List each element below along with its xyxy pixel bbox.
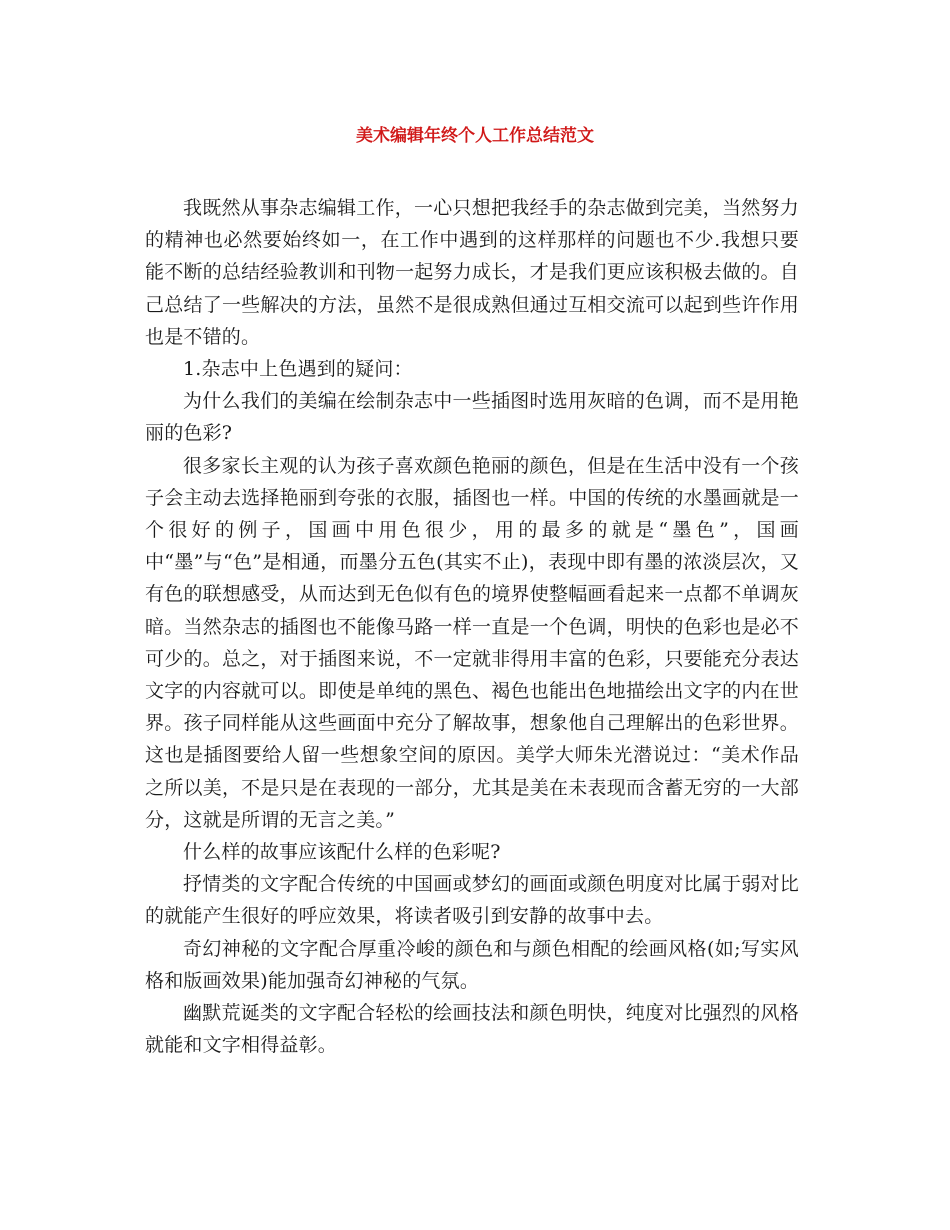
paragraph-fantasy: 奇幻神秘的文字配合厚重冷峻的颜色和与颜色相配的绘画风格(如;写实风格和版画效果)能加强奇幻神秘的气氛。 xyxy=(145,937,799,992)
document-body xyxy=(145,192,799,1061)
paragraph-humor: 幽默荒诞类的文字配合轻松的绘画技法和颜色明快，纯度对比强烈的风格就能和文字相得益彰。 xyxy=(145,1002,799,1057)
page-title: 美术编辑年终个人工作总结范文 xyxy=(356,126,594,146)
paragraph-section-heading: 1.杂志中上色遇到的疑问： xyxy=(183,358,413,381)
paragraph-intro: 我既然从事杂志编辑工作，一心只想把我经手的杂志做到完美，当然努力的精神也必然要始终如一，在工作中遇到的这样那样的问题也不少.我想只要能不断的总结经验教训和刊物一起努力成长，才是我们更应该积极去做的。自己总结了一些解决的方法，虽然不是很成熟但通过互相交流可以起到些许作用也是不错的。 xyxy=(145,197,799,348)
paragraph-question-1: 为什么我们的美编在绘制杂志中一些插图时选用灰暗的色调，而不是用艳丽的色彩? xyxy=(145,390,799,445)
paragraph-lyrical: 抒情类的文字配合传统的中国画或梦幻的画面或颜色明度对比属于弱对比的就能产生很好的呼应效果，将读者吸引到安静的故事中去。 xyxy=(145,873,799,928)
paragraph-answer-1: 很多家长主观的认为孩子喜欢颜色艳丽的颜色，但是在生活中没有一个孩子会主动去选择艳丽到夸张的衣服，插图也一样。中国的传统的水墨画就是一个很好的例子，国画中用色很少，用的最多的就是“墨色”，国画中“墨”与“色”是相通，而墨分五色(其实不止)，表现中即有墨的浓淡层次，又有色的联想感受，从而达到无色似有色的境界使整幅画看起来一点都不单调灰暗。当然杂志的插图也不能像马路一样一直是一个色调，明快的色彩也是必不可少的。总之，对于插图来说，不一定就非得用丰富的色彩，只要能充分表达文字的内容就可以。即使是单纯的黑色、褐色也能出色地描绘出文字的内在世界。孩子同样能从这些画面中充分了解故事，想象他自己理解出的色彩世界。这也是插图要给人留一些想象空间的原因。美学大师朱光潜说过：“美术作品之所以美，不是只是在表现的一部分，尤其是美在未表现而含蓄无穷的一大部分，这就是所谓的无言之美。” xyxy=(145,454,799,831)
paragraph-question-2: 什么样的故事应该配什么样的色彩呢? xyxy=(183,841,501,864)
